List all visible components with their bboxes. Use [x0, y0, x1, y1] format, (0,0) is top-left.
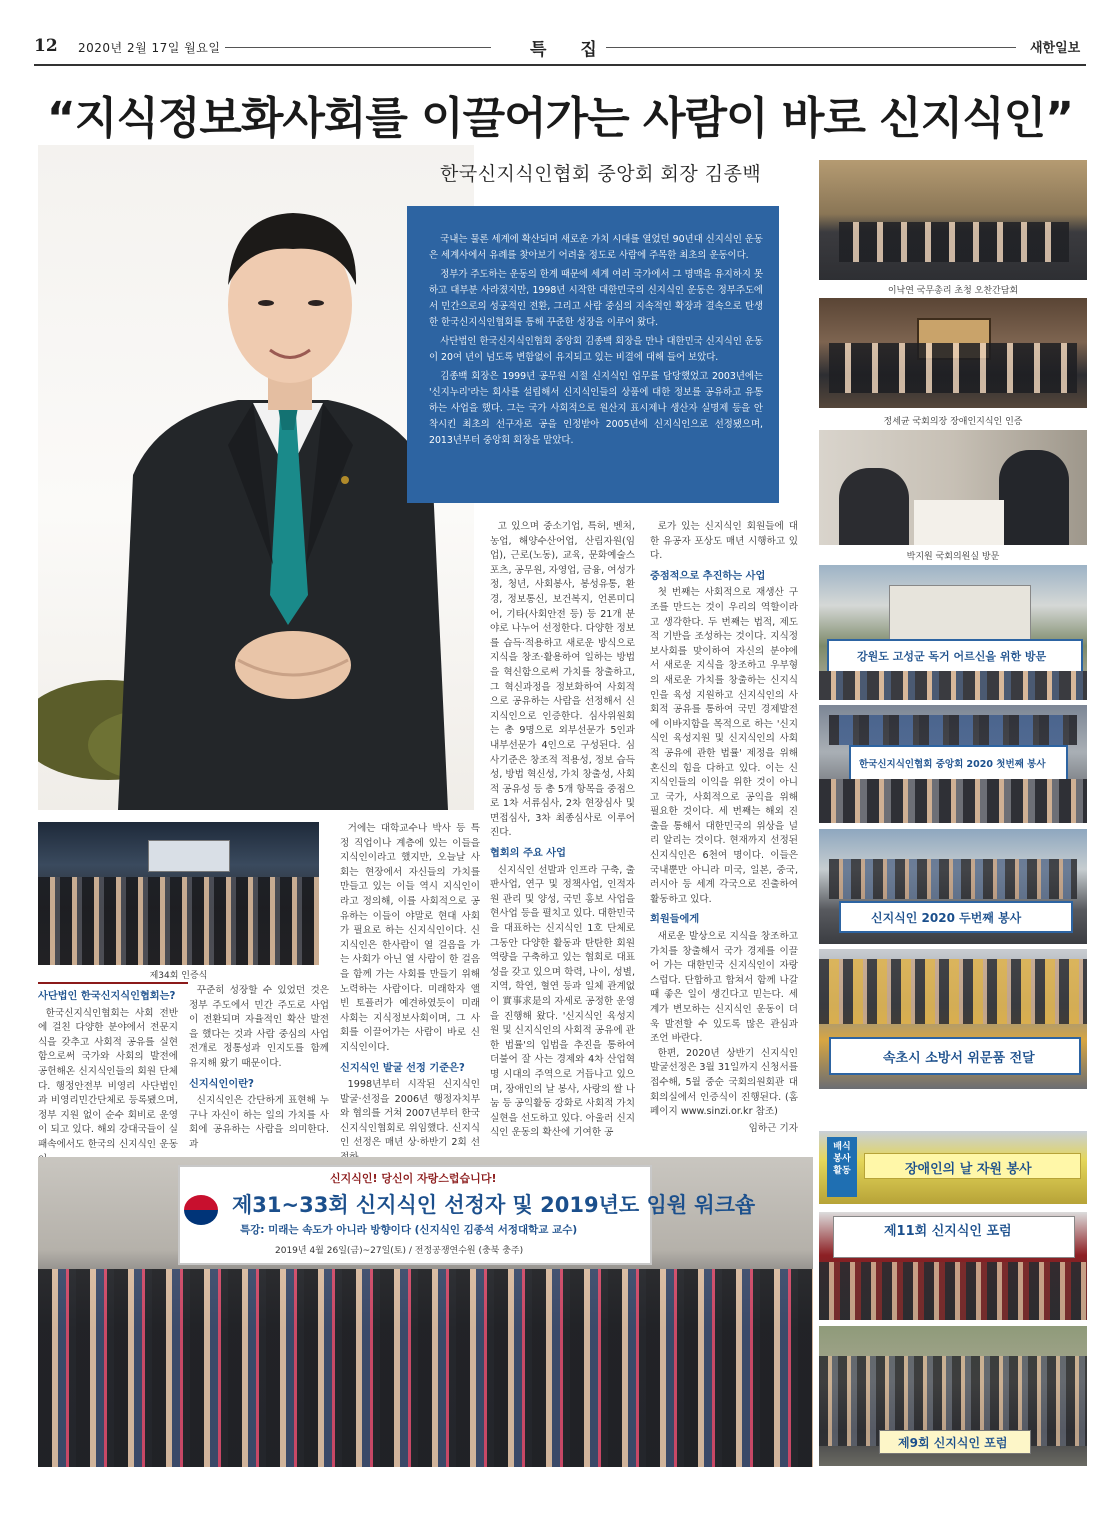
subheadline: 한국신지식인협회 중앙회 회장 김종백: [440, 163, 762, 185]
article-paragraph: 고 있으며 중소기업, 특허, 벤처, 농업, 해양수산어업, 산림자원(임업), 근로(노동), 교육, 문화예술스포츠, 공무원, 자영업, 금융, 여성가정, 청년, 사회봉사, 봉성유통, 환경, 정보통신, 보건복지, 언론미디어, 기타(사회안전 등) 등 21개 분야로 나누어 선정한다. 다양한 정보를 습득·적용하고 새로운 방식으로 지식을 창조·활용하여 일하는 방법을 혁신함으로써 가치를 창출하고, 그 혁신과정을 정보화하여 사회적으로 공유하는 사람을 선정해서 신지식인으로 인증한다. 심사위원회는 총 9명으로 외부선문가 5인과 내부선문가 4인으로 구성된다. 심사기준은 창조적 적용성, 정보 습득성, 방법 혁신성, 가치 창출성, 사회적 공유성 등 총 5개 항목을 중점으로 1차 서류심사, 2차 현장심사 및 면접심사, 3차 최종심사로 이루어진다.: [490, 521, 635, 839]
page-number: 12: [34, 36, 58, 56]
photo-pm-lunch: [819, 160, 1087, 280]
article-column-1: [38, 984, 178, 1167]
photo-workshop-group: [38, 1157, 813, 1467]
photo-forum-11: [819, 1212, 1087, 1320]
caption-photo-2: 정세균 국회의장 장애인지식인 인증: [883, 417, 1023, 427]
header-rule: [606, 47, 1016, 48]
header-underline: [34, 64, 1086, 66]
article-paragraph: 첫 번째는 사회적으로 재생산 구조를 만드는 것이 우리의 역할이라고 생각한다. 두 번째는 법적, 제도적 기반을 조성하는 것이다. 지식정보사회를 맞이하여 자신의 분야에서 새로운 지식을 창조하고 우부형의 새로운 가치를 창출하는 신지식인을 육성 지원하고 신지식인의 사회적 공유를 통하여 국민 경제발전에 이바지함을 목적으로 하는 '신지식인 육성지원 및 신지식인의 사회적 공유에 관한 법률' 제정을 위해 혼신의 힘을 다하고 있다. 이는 신지식인들의 이익을 위한 것이 아니고 국가, 사회적으로 공익을 위해 필요한 것이다. 세 번째는 해외 진출을 통해서 대한민국의 위상을 널리 알리는 것이다. 현재까지 선정된 신지식인은 6천여 명이다. 이들은 국내뿐만 아니라 미국, 일본, 중국, 러시아 등 세계 각국으로 진출하여 활동하고 있다.: [650, 587, 798, 905]
article-column-2: [189, 984, 329, 1153]
section-heading: 회원들에게: [650, 914, 700, 926]
section-heading: 사단법인 한국신지식인협회는?: [38, 991, 176, 1002]
reporter-byline: 임하근 기자: [748, 1122, 798, 1134]
article-column-3: [340, 822, 480, 1166]
article-paragraph: 한편, 2020년 상반기 신지식인 발굴선정은 3월 31일까지 신청서를 접수해, 5월 중순 국회의원회관 대회의실에서 인증식이 진행된다. (홈페이지 www.sinzi.or.kr 참조): [650, 1047, 798, 1118]
article-paragraph: 새로운 발상으로 지식을 창조하고 가치를 창출해서 국가 경제를 이끌어 가는 대한민국 신지식인이 자랑스럽다. 단합하고 합쳐서 함께 나갈 때 좋은 일이 생긴다고 믿는다. 세계가 변모하는 신지식인 운동이 더욱 발전할 수 있도록 많은 관심과 조언 바란다.: [650, 931, 798, 1045]
article-paragraph: 한국신지식인협회는 사회 전반에 걸친 다양한 분야에서 전문지식을 갖추고 사회적 공유를 실현함으로써 국가와 사회의 발전에 공헌해온 신지식인들의 회원 단체다. 행정안전부 비영리 사단법인과 비영리민간단체로 등록됐으며, 정부 지원 없이 순수 회비로 운영이 되고 있다. 해외 강대국들이 실패속에서도 한국의 신지식인 운동: [38, 1007, 178, 1150]
banner-workshop-top: 신지식인! 당신이 자랑스럽습니다!: [330, 1172, 497, 1185]
intro-paragraph: 국내는 물론 세계에 확산되며 새로운 가치 시대를 열었던 90년대 신지식인 운동은 세계사에서 유례를 찾아보기 어려울 정도로 사람에 주목한 최초의 운동이다.: [429, 234, 763, 261]
photo-ceremony-34: [38, 822, 319, 965]
banner-forum-11: 제11회 신지식인 포럼: [884, 1224, 1012, 1239]
intro-paragraph: 사단법인 한국신지식인협회 중앙회 김종백 회장을 만나 대한민국 신지식인 운동이 20여 년이 넘도록 변함없이 유지되고 있는 비결에 대해 들어 보았다.: [429, 336, 763, 363]
banner-workshop-date: 2019년 4월 26일(금)~27일(토) / 전정공쟁연수원 (충북 충주): [275, 1246, 524, 1256]
side-tag: 배식 봉사 활동: [833, 1142, 851, 1176]
caption-photo-1: 이낙연 국무총리 초청 오찬간담회: [887, 286, 1019, 296]
banner-gosung: 강원도 고성군 독거 어르신을 위한 방문: [857, 650, 1047, 663]
banner-second-2020: 신지식인 2020 두번째 봉사: [871, 911, 1022, 925]
article-paragraph: 거에는 대학교수나 박사 등 특정 직업이나 계층에 있는 이들을 지식인이라고 했지만, 오늘날 사회는 현장에서 자신들의 가치를 만들고 있는 이들 역시 지식인이라고 정의해, 이를 사회적으로 공유하는 이들이 야말로 현대 사회가 필요로 하는 신지식인이다. 신지식인은 한사람이 열 걸음을 가는 사회가 아닌 열 사람이 한 걸음을 함께 가는 사회를 만들기 위해 노력하는 사람이다. 미래학자 앨빈 토플러가 예견하였듯이 미래 사회는 지식정보사회이며, 그 사회를 이끌어가는 사람이 바로 신지식인이다.: [340, 823, 480, 1053]
section-heading: 신지식인이란?: [189, 1078, 254, 1090]
caption-photo-3: 박지원 국회의원실 방문: [906, 552, 1000, 562]
headline: “지식정보화사회를 이끌어가는 사람이 바로 신지식인”: [46, 93, 1074, 144]
section-name: 특 집: [530, 40, 611, 60]
article-column-5: [650, 520, 798, 1136]
photo-sokcho-fire: [819, 949, 1087, 1089]
banner-workshop-title: 제31~33회 신지식인 선정자 및 2019년도 임원 워크숍: [232, 1193, 756, 1217]
photo-volunteer-second: [819, 829, 1087, 944]
article-column-4: [490, 520, 635, 1141]
banner-forum-9: 제9회 신지식인 포럼: [898, 1436, 1008, 1450]
article-paragraph: 1998년부터 시작된 신지식인 발굴·선정을 2006년 행정자치부와 협의를 거쳐 2007년부터 한국신지식인협회로 위임했다. 신지식인 선정은 매년 상·하반기 2회 선: [340, 1079, 480, 1149]
photo-office-visit: [819, 430, 1087, 545]
photo-disability-day: [819, 1131, 1087, 1204]
photo-assembly-speaker: [819, 298, 1087, 408]
section-heading: 협회의 주요 사업: [490, 848, 566, 860]
header-rule: [225, 47, 491, 48]
photo-volunteer-2020: [819, 705, 1087, 823]
photo-forum-9: [819, 1326, 1087, 1466]
article-paragraph: 신지식인 선발과 인프라 구축, 출판사업, 연구 및 정책사업, 인적자원 관리 및 양성, 국민 홍보 사업을 현사업 등을 펼치고 있다. 대한민국을 대표하는 신지식인 1호 단체로 그동안 다양한 활동과 탄탄한 회원 역량을 구축하고 있는 협회로 대표성을 갖고 있으며 학력, 나이, 성별, 지역, 학연, 혈연 등과 일체 관계없이 實事求是의 자세로 공정한 운영을 진행해 왔다. '신지식인 육성지원 및 신지식인의 사회적 공유에 관한 법률'의 입법을 추진을 통하여 더불어 잘 사는 경제와 4차 산업혁명 시대의 주역으로 거듭나고 있으며, 장애인의 날 봉사, 사랑의 쌀 나눔 등 공익활동 강화로 사회적 가치 실현을 선도하고 있다. 아울러 신지식인 운동의 확산에 기여한 공: [490, 864, 635, 1139]
section-heading: 신지식인 발굴 선정 기준은?: [340, 1062, 465, 1074]
intro-paragraph: 김종백 회장은 1999년 공무원 시절 신지식인 업무를 담당했었고 2003년에는 '신지누리'라는 회사를 설립해서 신지식인들의 상품에 대한 정보를 공유하고 유통하는 사업을 했다. 그는 국가 사회적으로 원산지 표시제나 생산자 실명제 등을 안착시킨 최초의 선구자로 공을 인정받아 2005년에 신지식인으로 선정됐으며, 2013년부터 중앙회 회장을 맡았다.: [429, 371, 763, 446]
banner-disability: 장애인의 날 자원 봉사: [905, 1162, 1032, 1177]
newspaper-name: 새한일보: [1030, 41, 1081, 56]
caption-photo-left: 제34회 인증식: [149, 971, 208, 981]
photo-gosung-visit: [819, 565, 1087, 700]
page-header: [0, 0, 1120, 70]
section-heading: 중점적으로 추진하는 사업: [650, 570, 766, 582]
article-paragraph: 로가 있는 신지식인 회원들에 대한 유공자 포상도 매년 시행하고 있다.: [650, 521, 798, 562]
issue-date: 2020년 2월 17일 월요일: [78, 41, 221, 55]
banner-sokcho: 속초시 소방서 위문품 전달: [883, 1051, 1035, 1066]
intro-paragraph: 정부가 주도하는 운동의 한계 때문에 세계 여러 국가에서 그 명맥을 유지하지 못하고 대부분 사라졌지만, 1998년 시작한 대한민국의 신지식인 운동은 정부주도에서 민간으로의 성공적인 전환, 그리고 사람 중심의 지속적인 확장과 결속으로 탄생한 한국신지식인협회를 통해 꾸준한 성장을 이루어 왔다.: [429, 269, 763, 328]
banner-volunteer-2020: 한국신지식인협회 중앙회 2020 첫번째 봉사: [859, 759, 1046, 770]
intro-box: [407, 206, 779, 503]
article-paragraph: 꾸준히 성장할 수 있었던 것은 정부 주도에서 민간 주도로 사업이 전환되며 자율적인 확산 발전을 했다는 것과 사람 중심의 사업 전개로 정통성과 인지도를 함께 유지해 왔기 때문이다.: [189, 985, 329, 1069]
banner-workshop-sub: 특강: 미래는 속도가 아니라 방향이다 (신지식인 김종석 서정대학교 교수): [240, 1224, 578, 1236]
article-paragraph: 신지식인은 간단하게 표현해 누구나 자신이 하는 일의 가치를 사회에 공유하는 사람을 의미한다. 과: [189, 1095, 329, 1150]
